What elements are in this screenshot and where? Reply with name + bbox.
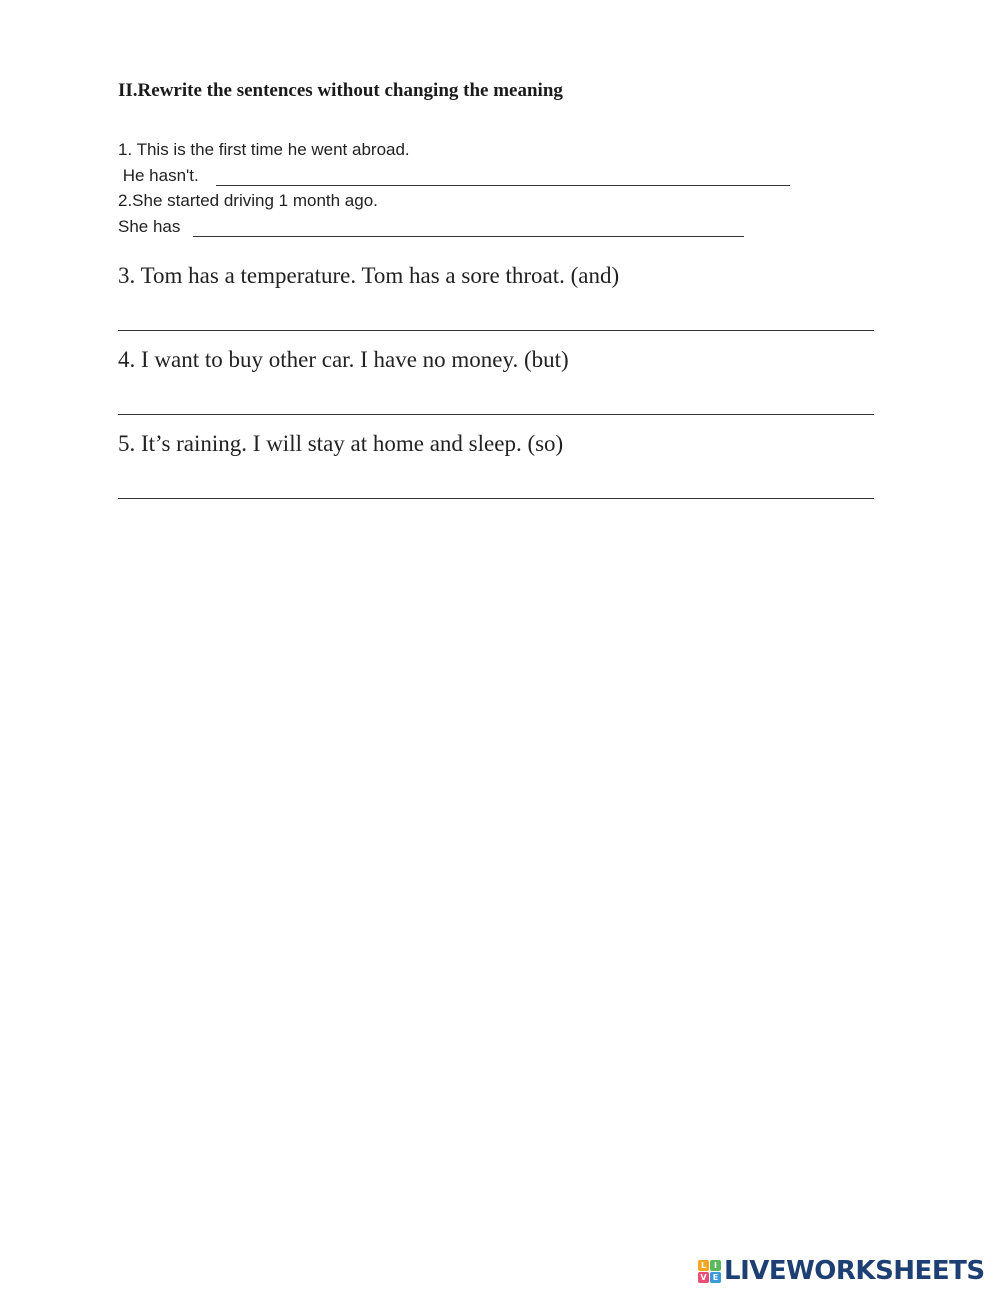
question-1-answer-start: He hasn't. [118,166,199,185]
logo-text: LIVEWORKSHEETS [724,1256,985,1286]
liveworksheets-logo [698,1256,985,1286]
question-2-prompt: 2.She started driving 1 month ago. [118,191,378,210]
question-3-prompt: 3. Tom has a temperature. Tom has a sore throat. (and) [118,263,620,288]
answer-line-1[interactable] [216,185,790,186]
page-title: II.Rewrite the sentences without changing the meaning [118,80,563,101]
answer-line-4[interactable] [118,414,874,415]
question-1-prompt: 1. This is the first time he went abroad. [118,140,410,159]
answer-line-2[interactable] [193,236,744,237]
answer-line-3[interactable] [118,330,874,331]
question-4-prompt: 4. I want to buy other car. I have no money. (but) [118,347,569,372]
question-2-answer-start: She has [118,217,181,236]
answer-line-5[interactable] [118,498,874,499]
question-5-prompt: 5. It’s raining. I will stay at home and sleep. (so) [118,431,564,456]
logo-mark-icon: L I V E [698,1260,721,1283]
